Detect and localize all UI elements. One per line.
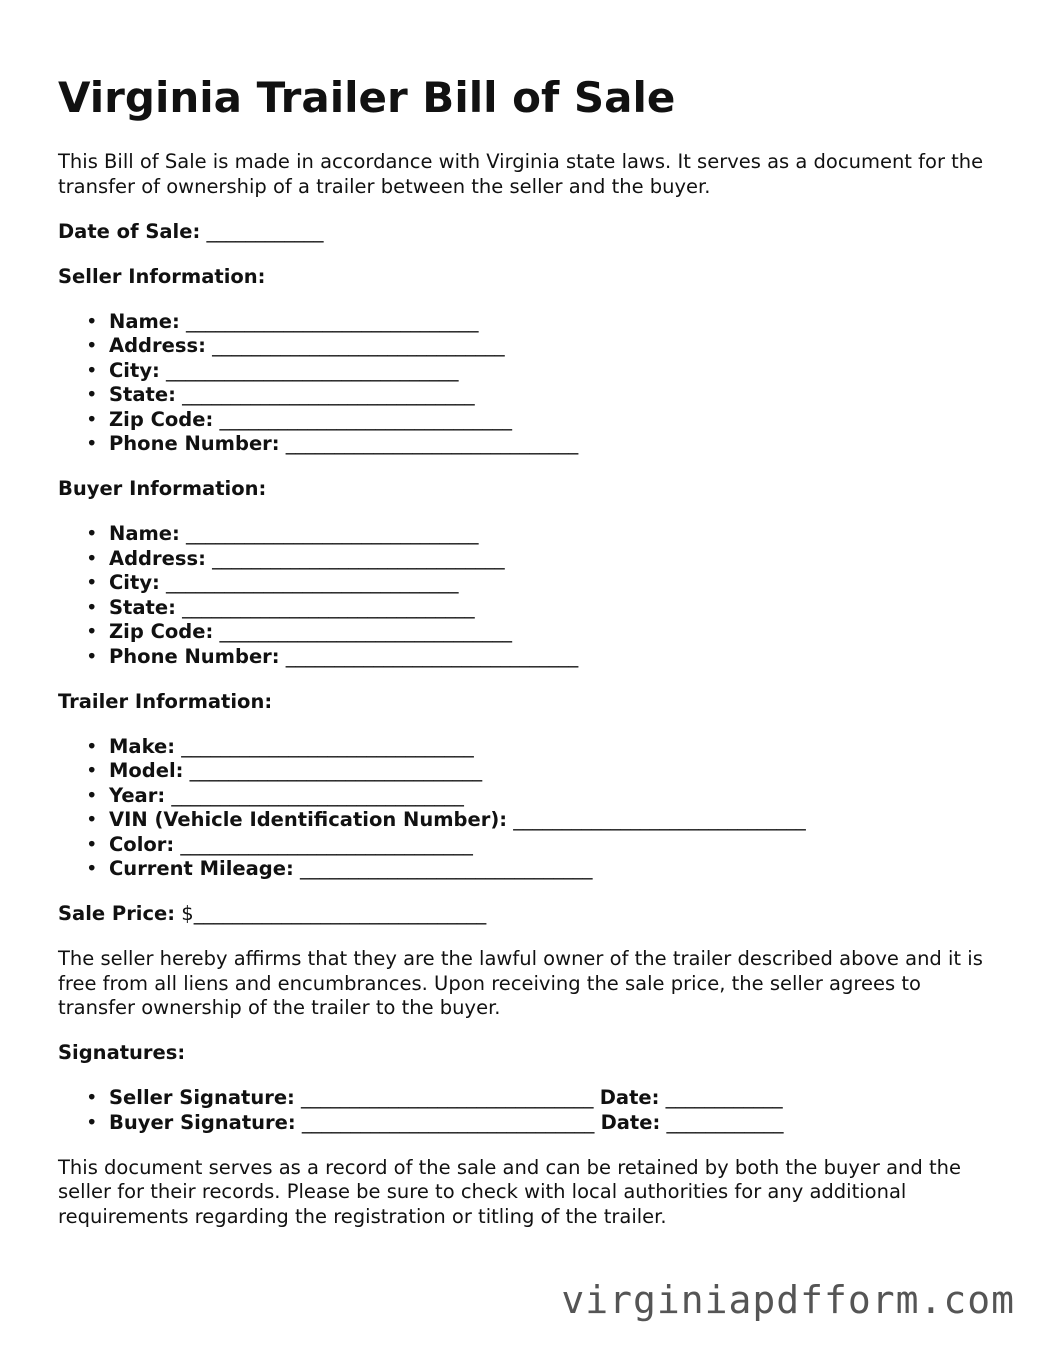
buyer-signature-date-field[interactable]: ____________ (666, 1110, 784, 1134)
intro-paragraph: This Bill of Sale is made in accordance with Virginia state laws. It serves as a document for the transfer of ownership of a trailer between the seller and the buyer. (58, 150, 984, 198)
buyer-state-item: • State: ______________________________ (86, 595, 475, 619)
seller-phone-item: • Phone Number: ______________________________ (86, 432, 579, 455)
buyer-signature-item: • Buyer Signature: ______________________________ Date: ____________ (86, 1110, 784, 1134)
page-title: Virginia Trailer Bill of Sale (58, 73, 676, 122)
field-label: Make: (109, 734, 176, 758)
trailer-color-item: • Color: ______________________________ (86, 832, 473, 856)
field-label: Name: (109, 309, 180, 333)
seller-signature-item: • Seller Signature: ______________________________ Date: ____________ (86, 1086, 783, 1109)
field-label: City: (109, 571, 160, 594)
field-label: Phone Number: (109, 644, 280, 668)
sale-price-field[interactable]: $______________________________ (181, 902, 487, 925)
buyer-address-field[interactable]: ______________________________ (212, 546, 505, 570)
seller-address-item: • Address: ______________________________ (86, 334, 505, 357)
field-label: Zip Code: (109, 620, 214, 643)
seller-zip-item: • Zip Code: ______________________________ (86, 407, 512, 431)
buyer-zip-item: • Zip Code: ______________________________ (86, 620, 512, 643)
seller-list (58, 310, 998, 457)
trailer-heading: Trailer Information: (58, 689, 273, 713)
trailer-vin-item: • VIN (Vehicle Identification Number): ______________________________ (86, 808, 806, 831)
buyer-state-field[interactable]: ______________________________ (182, 595, 475, 619)
field-label: City: (109, 358, 160, 382)
signatures-list (58, 1086, 998, 1135)
field-label: Address: (109, 546, 206, 570)
field-label: Zip Code: (109, 407, 214, 431)
closing-paragraph: This document serves as a record of the sale and can be retained by both the buyer and the seller for their records. Please be sure to check with local authorities for any additional requirements regarding the registration or titling of the trailer. (58, 1155, 961, 1228)
document (58, 70, 998, 1229)
sale-price-line (58, 902, 998, 927)
field-label: VIN (Vehicle Identification Number): (109, 808, 508, 831)
seller-name-field[interactable]: ______________________________ (186, 309, 479, 333)
buyer-name-item: • Name: ______________________________ (86, 522, 479, 545)
trailer-mileage-field[interactable]: ______________________________ (300, 857, 593, 880)
seller-signature-field[interactable]: ______________________________ (301, 1086, 594, 1109)
buyer-heading: Buyer Information: (58, 477, 267, 500)
field-label: Seller Signature: (109, 1086, 295, 1109)
seller-address-field[interactable]: ______________________________ (212, 334, 505, 357)
field-label: Name: (109, 522, 180, 545)
seller-heading: Seller Information: (58, 264, 266, 288)
seller-name-item: • Name: ______________________________ (86, 309, 479, 333)
buyer-address-item: • Address: ______________________________ (86, 546, 505, 570)
seller-city-item: • City: ______________________________ (86, 358, 459, 382)
buyer-signature-field[interactable]: ______________________________ (301, 1110, 595, 1134)
trailer-model-field[interactable]: ______________________________ (189, 759, 483, 782)
affirmation-paragraph: The seller hereby affirms that they are the lawful owner of the trailer described above and it is free from all liens and encumbrances. Upon receiving the sale price, the seller agrees to transfer ownership of the trailer to the buyer. (58, 947, 983, 1019)
trailer-list (58, 735, 998, 882)
field-label: Model: (109, 759, 184, 782)
seller-state-field[interactable]: ______________________________ (182, 383, 475, 406)
trailer-make-field[interactable]: ______________________________ (181, 734, 474, 758)
seller-city-field[interactable]: ______________________________ (166, 358, 459, 382)
sale-price-label: Sale Price: (58, 902, 176, 925)
trailer-year-item: • Year: ______________________________ (86, 783, 464, 807)
seller-zip-field[interactable]: ______________________________ (219, 407, 512, 431)
field-label: Color: (109, 832, 175, 856)
date-label: Date: (600, 1110, 661, 1134)
date-of-sale-field[interactable]: ____________ (206, 219, 324, 243)
field-label: Address: (109, 334, 206, 357)
trailer-model-item: • Model: ______________________________ (86, 759, 483, 782)
field-label: State: (109, 595, 176, 619)
field-label: Current Mileage: (109, 857, 294, 880)
buyer-city-item: • City: ______________________________ (86, 571, 459, 594)
date-of-sale-line (58, 220, 998, 245)
trailer-make-item: • Make: ______________________________ (86, 734, 474, 758)
trailer-mileage-item: • Current Mileage: ______________________________ (86, 857, 593, 880)
signatures-heading: Signatures: (58, 1041, 186, 1064)
field-label: Phone Number: (109, 432, 280, 455)
field-label: Year: (109, 783, 166, 807)
field-label: State: (109, 383, 176, 406)
buyer-zip-field[interactable]: ______________________________ (219, 620, 512, 643)
seller-state-item: • State: ______________________________ (86, 383, 475, 406)
trailer-vin-field[interactable]: ______________________________ (513, 808, 806, 831)
buyer-city-field[interactable]: ______________________________ (166, 571, 459, 594)
date-of-sale-label: Date of Sale: (58, 219, 201, 243)
buyer-phone-item: • Phone Number: ______________________________ (86, 644, 579, 668)
buyer-phone-field[interactable]: ______________________________ (285, 644, 579, 668)
trailer-year-field[interactable]: ______________________________ (171, 783, 464, 807)
date-label: Date: (599, 1086, 660, 1109)
buyer-list (58, 522, 998, 669)
seller-signature-date-field[interactable]: ____________ (665, 1086, 783, 1109)
watermark: virginiapdfform.com (561, 1278, 1015, 1322)
field-label: Buyer Signature: (109, 1110, 296, 1134)
seller-phone-field[interactable]: ______________________________ (285, 432, 579, 455)
buyer-name-field[interactable]: ______________________________ (186, 522, 479, 545)
trailer-color-field[interactable]: ______________________________ (180, 832, 473, 856)
